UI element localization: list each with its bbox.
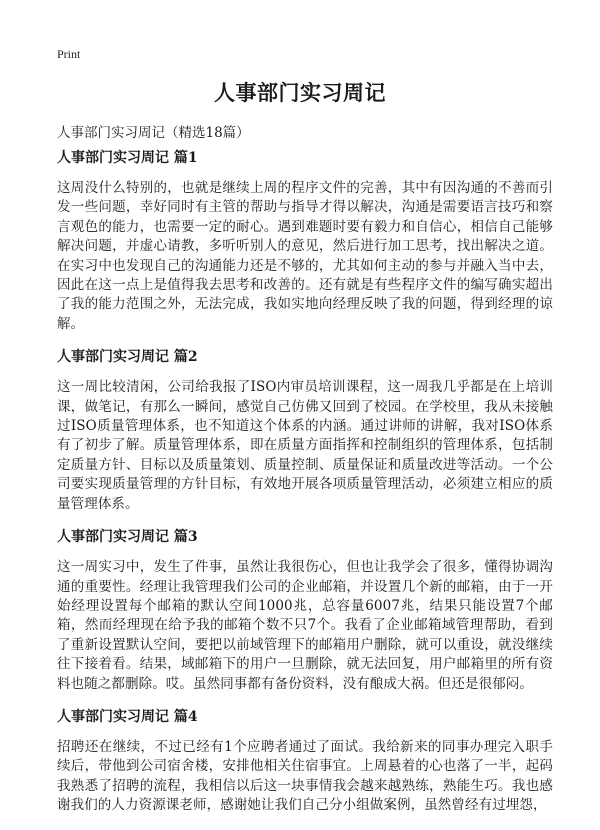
section-body: 这周没什么特别的，也就是继续上周的程序文件的完善，其中有因沟通的不善而引发一些问题，幸好同时有主管的帮助与指导才得以解决，沟通是需要语言技巧和察言观色的能力，也需要一定的耐心。遇到难题时要有毅力和自信心，相信自己能够解决问题，并虚心请教，多听听别人的意见，然后进行加工思考，找出解决之道。在实习中也发现自己的沟通能力还是不够的，尤其如何主动的参与并融入当中去，因此在这一点上是值得我去思考和改善的。还有就是有些程序文件的编写确实超出了我的能力范围之外，无法完成，我如实地向经理反映了我的问题，得到经理的谅解。: [57, 180, 553, 332]
section-body: 招聘还在继续，不过已经有1个应聘者通过了面试。我给新来的同事办理完入职手续后，带他到公司宿舍楼，安排他相关住宿事宜。上周悬着的心也落了一半，起码我熟悉了招聘的流程，我相信以后这一块事情我会越来越熟练，熟能生巧。我也感谢我们的人力资源课老师，感谢她让我们自己分小组做案例，虽然曾经有过埋怨，: [57, 738, 553, 814]
section-body: 这一周实习中，发生了件事，虽然让我很伤心，但也让我学会了很多，懂得协调沟通的重要性。经理让我管理我们公司的企业邮箱，并设置几个新的邮箱，由于一开始经理设置每个邮箱的默认空间1000兆，总容量6007兆，结果只能设置7个邮箱，然而经理现在给予我的邮箱个数不只7个。我看了企业邮箱域管理帮助，看到了重新设置默认空间，要把以前域管理下的邮箱用户删除，就可以重设，就没继续往下接着看。结果，域邮箱下的用户一旦删除，就无法回复，用户邮箱里的所有资料也随之都删除。哎。虽然同事都有备份资料，没有酿成大祸。但还是很郁闷。: [57, 559, 553, 692]
section-heading: 人事部门实习周记 篇3: [57, 529, 198, 546]
section: [57, 528, 553, 694]
print-link[interactable]: Print: [57, 47, 81, 61]
section: [57, 149, 553, 334]
section-heading: 人事部门实习周记 篇2: [57, 349, 198, 366]
page-title: 人事部门实习周记: [214, 81, 386, 105]
section-heading: 人事部门实习周记 篇4: [57, 708, 198, 725]
section: [57, 348, 553, 514]
document-content: [57, 149, 553, 830]
document-subtitle: 人事部门实习周记（精选18篇）: [57, 125, 250, 141]
section-body: 这一周比较清闲，公司给我报了ISO内审员培训课程，这一周我几乎都是在上培训课，做笔记，有那么一瞬间，感觉自己仿佛又回到了校园。在学校里，我从未接触过ISO质量管理体系，也不知道这个体系的内涵。通过讲师的讲解，我对ISO体系有了初步了解。质量管理体系，即在质量方面指挥和控制组织的管理体系，包括制定质量方针、目标以及质量策划、质量控制、质量保证和质量改进等活动。一个公司要实现质量管理的方针目标，有效地开展各项质量管理活动，必须建立相应的质量管理体系。: [57, 379, 553, 512]
section: [57, 708, 553, 816]
section-heading: 人事部门实习周记 篇1: [57, 150, 198, 166]
